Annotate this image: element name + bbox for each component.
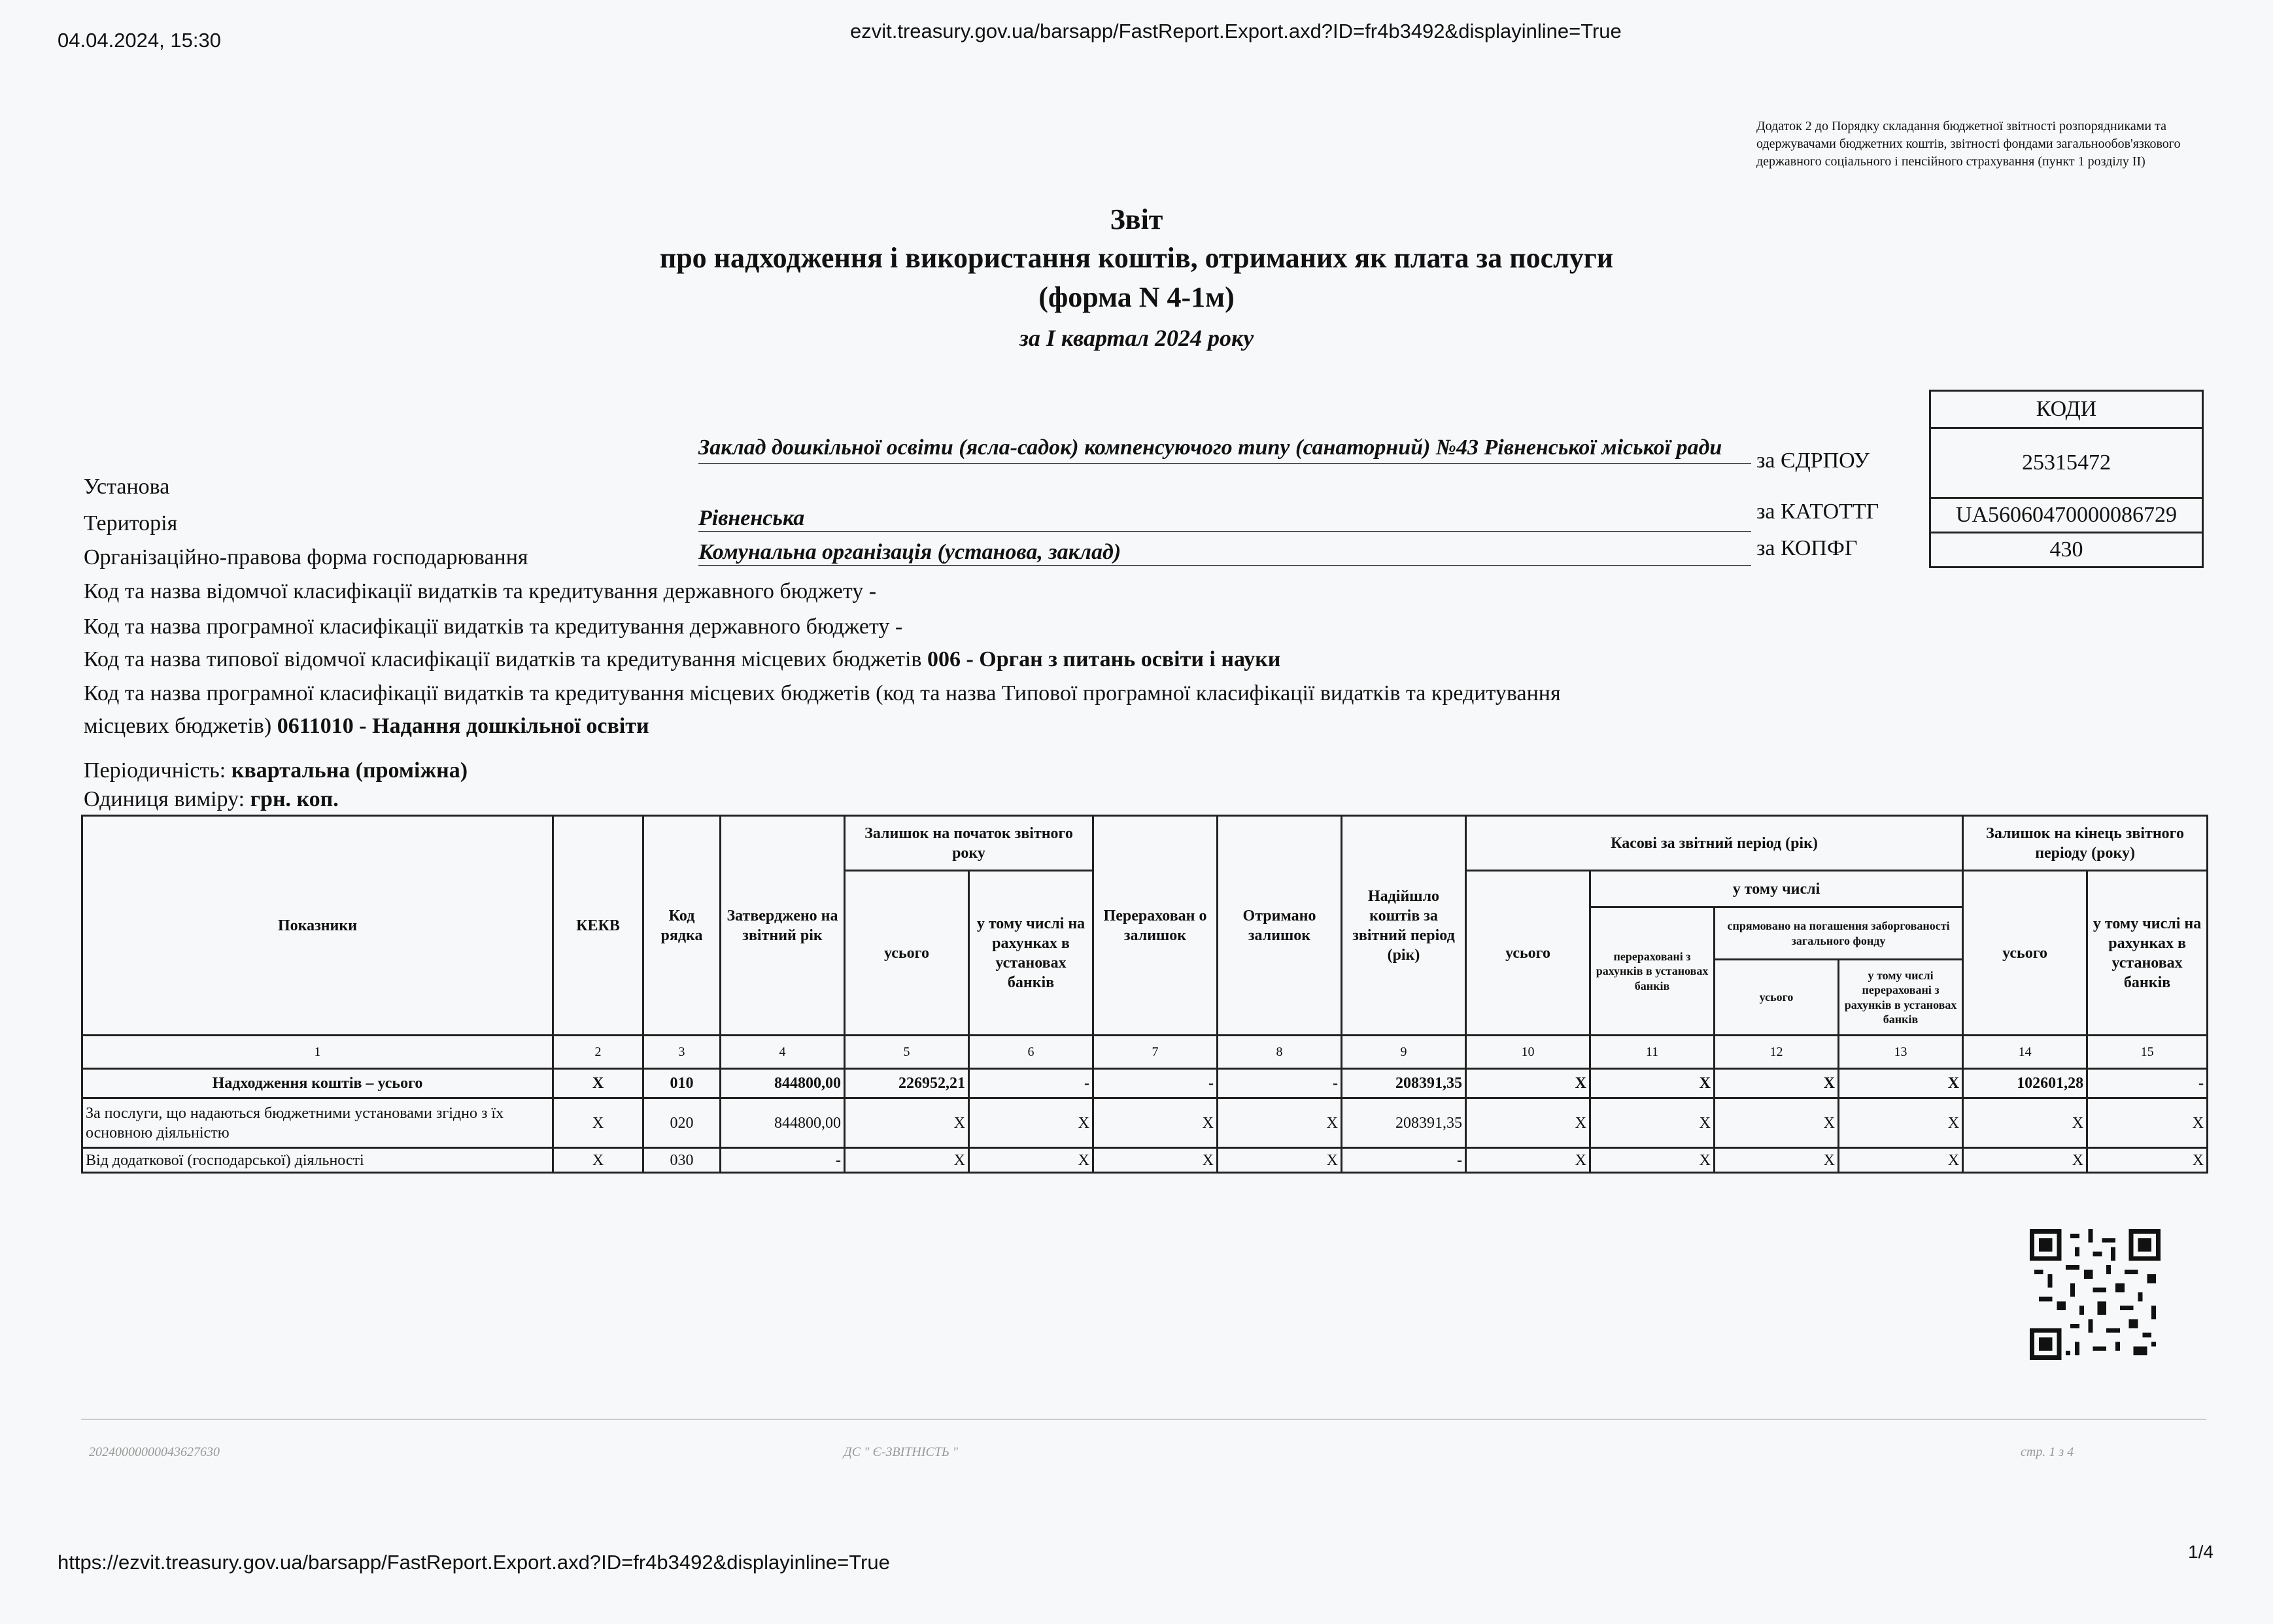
cell: -: [1093, 1069, 1218, 1098]
kopfg-label: за КОПФГ: [1756, 536, 1858, 560]
report-subtitle: про надходження і використання коштів, отриманих як плата за послуги: [659, 242, 1614, 275]
row-label: Від додаткової (господарської) діяльності: [82, 1148, 553, 1173]
col-number: 13: [1839, 1036, 1963, 1069]
col-number: 8: [1218, 1036, 1342, 1069]
report-title-block: [0, 200, 2273, 352]
prog-state-classification: Код та назва програмної класифікації видатків та кредитування державного бюджету -: [84, 615, 903, 639]
report-period: за I квартал 2024 року: [1019, 325, 1254, 352]
row-label: За послуги, що надаються бюджетними установами згідно з їх основною діяльністю: [82, 1098, 553, 1148]
cell: X: [1963, 1098, 2087, 1148]
cell: 226952,21: [845, 1069, 969, 1098]
dept-local-classification: [84, 647, 1280, 672]
codes-header: КОДИ: [1930, 391, 2203, 428]
cell: X: [1590, 1148, 1715, 1173]
col-header-including: у тому числі: [1590, 871, 1963, 907]
col-number: 5: [845, 1036, 969, 1069]
col-number: 14: [1963, 1036, 2087, 1069]
col-header-received: Отримано залишок: [1218, 816, 1342, 1036]
cell: -: [1218, 1069, 1342, 1098]
cell: 208391,35: [1342, 1098, 1466, 1148]
cell: X: [1590, 1069, 1715, 1098]
unit-of-measure: [84, 787, 339, 812]
qr-code-icon: [2030, 1229, 2161, 1360]
unit-label: Одиниця виміру:: [84, 787, 245, 811]
katottg-code: UA56060470000086729: [1930, 498, 2203, 533]
cell: X: [1218, 1148, 1342, 1173]
cell: X: [1093, 1148, 1218, 1173]
cell: X: [1715, 1098, 1839, 1148]
col-header-cash-total: усього: [1466, 871, 1590, 1036]
prog-local-classification: [84, 714, 649, 739]
territory-value: Рівненська: [698, 506, 1751, 532]
footer-system: ДС " Є-ЗВІТНІСТЬ ": [844, 1445, 959, 1459]
periodicity: [84, 758, 468, 783]
print-url-footer: https://ezvit.treasury.gov.ua/barsapp/FastReport.Export.axd?ID=fr4b3492&displayinline=True: [58, 1551, 890, 1574]
col-number: 7: [1093, 1036, 1218, 1069]
cell: X: [845, 1098, 969, 1148]
cell: X: [1466, 1148, 1590, 1173]
col-header-approved: Затверджено на звітний рік: [721, 816, 845, 1036]
col-header-repay-banks: у тому числі перераховані з рахунків в установах банків: [1839, 960, 1963, 1036]
cell: X: [1218, 1098, 1342, 1148]
table-row-total: [82, 1069, 2208, 1098]
kopfg-code: 430: [1930, 533, 2203, 567]
print-page-number: 1/4: [2188, 1542, 2213, 1562]
institution-value: Заклад дошкільної освіти (ясла-садок) компенсуючого типу (санаторний) №43 Рівненської міської ради: [698, 433, 1751, 464]
col-header-end-balance: Залишок на кінець звітного періоду (року): [1963, 816, 2208, 871]
col-number: 6: [969, 1036, 1093, 1069]
unit-value: грн. коп.: [250, 787, 339, 811]
cell: X: [1839, 1098, 1963, 1148]
footer-doc-id: 20240000000043627630: [89, 1445, 220, 1459]
cell: 844800,00: [721, 1098, 845, 1148]
katottg-label: за КАТОТТГ: [1756, 499, 1879, 524]
cell: X: [1093, 1098, 1218, 1148]
cell: X: [1466, 1069, 1590, 1098]
cell: X: [1590, 1098, 1715, 1148]
table-row: [82, 1148, 2208, 1173]
cell: X: [2087, 1148, 2208, 1173]
col-number: 9: [1342, 1036, 1466, 1069]
col-header-start-banks: у тому числі на рахунках в установах банків: [969, 871, 1093, 1036]
col-header-income: Надійшло коштів за звітний період (рік): [1342, 816, 1466, 1036]
cell: -: [1342, 1148, 1466, 1173]
cell: 844800,00: [721, 1069, 845, 1098]
col-header-row-code: Код рядка: [643, 816, 721, 1036]
row-label: Надходження коштів – усього: [82, 1069, 553, 1098]
prog-local-label-line1: Код та назва програмної класифікації видатків та кредитування місцевих бюджетів (код та назва Типової програмної класифікації видатків та кредитування: [84, 681, 1561, 705]
print-date: 04.04.2024, 15:30: [58, 29, 221, 52]
col-number: 1: [82, 1036, 553, 1069]
col-number: 2: [553, 1036, 643, 1069]
col-header-kekv: КЕКВ: [553, 816, 643, 1036]
col-number: 4: [721, 1036, 845, 1069]
prog-local-value: 0611010 - Надання дошкільної освіти: [277, 714, 649, 738]
territory-label: Територія: [84, 511, 178, 535]
edrpou-label: за ЄДРПОУ: [1756, 448, 1870, 473]
table-row: [82, 1098, 2208, 1148]
cell: X: [969, 1098, 1093, 1148]
cell: 020: [643, 1098, 721, 1148]
cell: -: [2087, 1069, 2208, 1098]
col-header-end-total: усього: [1963, 871, 2087, 1036]
cell: X: [2087, 1098, 2208, 1148]
periodicity-label: Періодичність:: [84, 758, 226, 783]
col-number: 15: [2087, 1036, 2208, 1069]
col-header-debt-repay: спрямовано на погашення заборгованості загального фонду: [1715, 907, 1963, 960]
prog-local-label-line2: місцевих бюджетів): [84, 714, 272, 738]
col-header-cash: Касові за звітний період (рік): [1466, 816, 1963, 871]
dept-state-classification: Код та назва відомчої класифікації видатків та кредитування державного бюджету -: [84, 579, 877, 603]
cell: X: [969, 1148, 1093, 1173]
dept-local-label: Код та назва типової відомчої класифікації видатків та кредитування місцевих бюджетів: [84, 647, 922, 671]
col-number: 10: [1466, 1036, 1590, 1069]
legal-form-label: Організаційно-правова форма господарювання: [84, 545, 528, 569]
dept-local-value: 006 - Орган з питань освіти і науки: [927, 647, 1281, 671]
cell: X: [845, 1148, 969, 1173]
col-header-transferred-banks: перераховані з рахунків в установах банків: [1590, 907, 1715, 1036]
report-form-number: (форма N 4-1м): [1038, 280, 1235, 313]
footer-page: стр. 1 з 4: [2021, 1445, 2074, 1459]
cell: 010: [643, 1069, 721, 1098]
cell: X: [553, 1098, 643, 1148]
legal-form-value: Комунальна організація (установа, заклад): [698, 540, 1751, 566]
cell: X: [553, 1069, 643, 1098]
cell: -: [969, 1069, 1093, 1098]
col-number: 12: [1715, 1036, 1839, 1069]
cell: X: [1839, 1148, 1963, 1173]
cell: 030: [643, 1148, 721, 1173]
cell: X: [1466, 1098, 1590, 1148]
cell: X: [1715, 1148, 1839, 1173]
col-header-indicators: Показники: [82, 816, 553, 1036]
institution-label: Установа: [84, 475, 170, 499]
report-title: Звіт: [1110, 203, 1163, 235]
edrpou-code: 25315472: [1930, 428, 2203, 498]
print-url-header: ezvit.treasury.gov.ua/barsapp/FastReport.Export.axd?ID=fr4b3492&displayinline=True: [850, 20, 1622, 42]
col-header-repay-total: усього: [1715, 960, 1839, 1036]
col-number: 11: [1590, 1036, 1715, 1069]
col-header-start-total: усього: [845, 871, 969, 1036]
col-header-end-banks: у тому числі на рахунках в установах банків: [2087, 871, 2208, 1036]
cell: -: [721, 1148, 845, 1173]
annex-note: Додаток 2 до Порядку складання бюджетної звітності розпорядниками та одержувачами бюджетних коштів, звітності фондами загальнообов'язкового державного соціального і пенсійного страхування (пункт 1 розділу II): [1756, 119, 2181, 169]
periodicity-value: квартальна (проміжна): [231, 758, 468, 783]
cell: 102601,28: [1963, 1069, 2087, 1098]
codes-box: [1929, 390, 2204, 568]
col-header-start-balance: Залишок на початок звітного року: [845, 816, 1093, 871]
cell: X: [1839, 1069, 1963, 1098]
report-table: [81, 815, 2208, 1174]
footer-divider: [81, 1419, 2206, 1420]
col-number: 3: [643, 1036, 721, 1069]
column-numbers-row: [82, 1036, 2208, 1069]
cell: X: [1963, 1148, 2087, 1173]
cell: X: [553, 1148, 643, 1173]
cell: 208391,35: [1342, 1069, 1466, 1098]
col-header-transferred: Перерахован о залишок: [1093, 816, 1218, 1036]
cell: X: [1715, 1069, 1839, 1098]
